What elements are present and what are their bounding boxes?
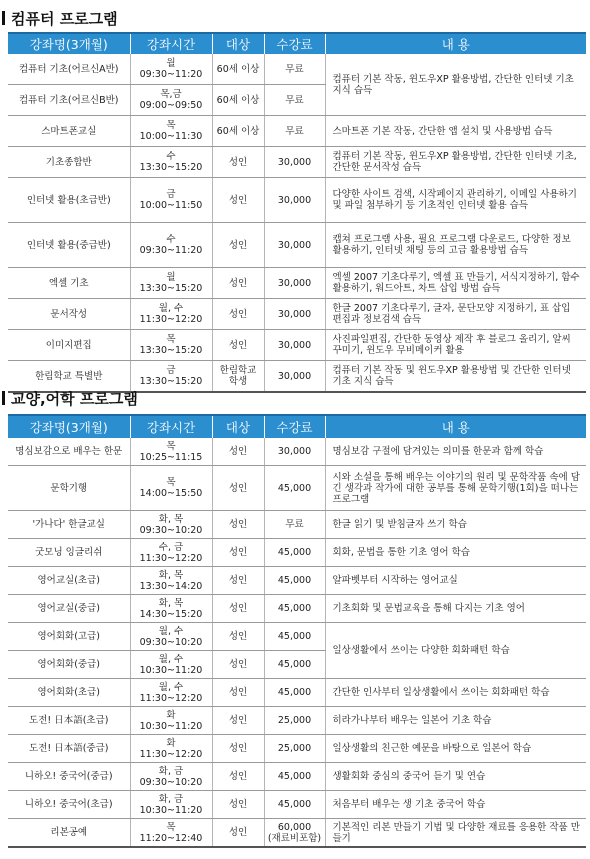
course-name: 니하오! 중국어(중급) [8,763,130,791]
course-content: 캡쳐 프로그램 사용, 필요 프로그램 다운로드, 다양한 정보 활용하기, 인터넷 채팅 등의 고급 활용방법 습득 [325,223,586,268]
course-fee: 30,000 [264,361,325,393]
course-target: 성인 [212,595,264,623]
course-hour: 10:30~11:20 [139,664,203,676]
header-course-name: 강좌명(3개월) [8,415,130,438]
title-bar-marker [2,391,5,405]
course-day: 화 [166,737,176,749]
table-row [8,819,586,848]
course-day: 목 [166,821,176,833]
course-content: 다양한 사이트 검색, 시작페이지 관리하기, 이메일 사용하기 및 파일 첨부하기 등 기초적인 인터넷 활용 습득 [325,178,586,223]
course-target: 성인 [212,511,264,539]
course-content: 회화, 문법을 통한 기초 영어 학습 [325,539,586,567]
course-time [130,466,212,511]
header-course-name: 강좌명(3개월) [8,33,130,54]
course-fee: 45,000 [264,651,325,679]
course-hour: 10:30~11:20 [139,804,203,816]
table-row [8,763,586,791]
course-time [130,116,212,147]
course-hour: 10:00~11:30 [139,131,203,142]
course-time [130,147,212,178]
course-day: 목,금 [160,89,182,100]
table-row [8,330,586,361]
course-time [130,623,212,651]
course-fee: 30,000 [264,268,325,299]
course-fee: 무료 [264,54,325,85]
table-row [8,679,586,707]
course-hour: 14:30~15:20 [139,608,203,620]
table-header-row [8,33,586,54]
course-hour: 10:25~11:15 [139,451,203,463]
table-row [8,223,586,268]
course-fee: 45,000 [264,623,325,651]
course-fee: 45,000 [264,466,325,511]
header-course-time: 강좌시간 [130,33,212,54]
course-content: 엑셀 2007 기초다루기, 엑셀 표 만들기, 서식지정하기, 함수활용하기, 워드아트, 차트 삽입 방법 습득 [325,268,586,299]
course-name: 인터넷 활용(중급반) [8,223,130,268]
course-fee: 45,000 [264,763,325,791]
course-time [130,330,212,361]
course-time [130,819,212,848]
section-title-computer [2,8,118,29]
table-row [8,466,586,511]
course-day: 화, 금 [158,765,184,777]
course-target: 성인 [212,466,264,511]
course-target: 성인 [212,791,264,819]
course-time [130,679,212,707]
course-content: 기초회화 및 문법교육을 통해 다지는 기초 영어 [325,595,586,623]
course-target: 성인 [212,651,264,679]
course-target: 60세 이상 [212,85,264,116]
table-row [8,623,586,651]
course-name: 문서작성 [8,299,130,330]
title-bar-marker [2,11,5,25]
header-target: 대상 [212,415,264,438]
course-name: 인터넷 활용(초급반) [8,178,130,223]
course-hour: 13:30~14:20 [139,580,203,592]
course-time [130,539,212,567]
course-fee: 25,000 [264,735,325,763]
course-hour: 11:30~12:20 [139,314,203,325]
course-name: 영어교실(중급) [8,595,130,623]
course-time [130,361,212,393]
course-target: 성인 [212,539,264,567]
course-hour: 13:30~15:20 [139,345,203,356]
culture-language-program-table [8,414,586,848]
course-content: 스마트폰 기본 작동, 간단한 앱 설치 및 사용방법 습득 [325,116,586,147]
header-fee: 수강료 [264,33,325,54]
table-row [8,707,586,735]
course-content: 컴퓨터 기본 작동, 윈도우XP 활용방법, 간단한 인터넷 기초 지식 습득 [325,54,586,116]
section-title-text: 교양,어학 프로그램 [11,390,138,408]
course-fee: 30,000 [264,299,325,330]
course-name: 한림학교 특별반 [8,361,130,393]
header-fee: 수강료 [264,415,325,438]
table-row [8,735,586,763]
course-target: 성인 [212,679,264,707]
course-content: 일상생활에서 쓰이는 다양한 회화패턴 학습 [325,623,586,679]
course-hour: 09:30~11:20 [139,69,203,80]
course-name: 영어회화(고급) [8,623,130,651]
course-name: '가나다' 한글교실 [8,511,130,539]
course-day: 화, 목 [158,597,184,609]
course-day: 목 [166,440,176,452]
course-fee: 45,000 [264,679,325,707]
course-hour: 13:30~15:20 [139,376,203,387]
course-hour: 13:30~15:20 [139,283,203,294]
course-hour: 09:00~09:50 [139,100,203,111]
course-content: 일상생활의 친근한 예문을 바탕으로 일본어 학습 [325,735,586,763]
table-row [8,178,586,223]
course-time [130,707,212,735]
course-target: 성인 [212,567,264,595]
table-row [8,595,586,623]
course-fee: 45,000 [264,791,325,819]
course-time [130,595,212,623]
course-name: 엑셀 기초 [8,268,130,299]
header-course-time: 강좌시간 [130,415,212,438]
course-name: 영어회화(초급) [8,679,130,707]
course-fee: 무료 [264,116,325,147]
course-content: 컴퓨터 기본 작동 및 윈도우XP 활용방법 및 간단한 인터넷 기초 지식 습득 [325,361,586,393]
course-day: 목 [166,477,176,488]
course-hour: 11:30~12:20 [139,748,203,760]
course-fee: 무료 [264,85,325,116]
course-content: 한글 읽기 및 받침글자 쓰기 학습 [325,511,586,539]
course-time [130,511,212,539]
course-time [130,763,212,791]
course-day: 월 [166,272,176,283]
course-day: 월 [166,58,176,69]
course-target: 성인 [212,178,264,223]
course-day: 화, 목 [158,569,184,581]
course-name: 컴퓨터 기초(어르신B반) [8,85,130,116]
course-fee: 30,000 [264,223,325,268]
course-content: 알파벳부터 시작하는 영어교실 [325,567,586,595]
table-row [8,438,586,466]
course-fee: 25,000 [264,707,325,735]
course-target: 성인 [212,330,264,361]
course-time [130,54,212,85]
course-hour: 11:30~12:20 [139,552,203,564]
fee-amount: 60,000 [277,821,312,833]
course-fee: 30,000 [264,147,325,178]
course-hour: 10:30~11:20 [139,720,203,732]
table-row [8,116,586,147]
header-target: 대상 [212,33,264,54]
course-target: 한림학교 학생 [212,361,264,393]
course-target: 성인 [212,763,264,791]
course-time [130,791,212,819]
course-time [130,268,212,299]
course-content: 사진파일편집, 간단한 동영상 제작 후 블로그 올리기, 알씨 꾸미기, 윈도우 무비메이커 활용 [325,330,586,361]
course-day: 월, 수 [158,625,184,637]
course-time [130,651,212,679]
course-target: 성인 [212,299,264,330]
course-hour: 13:30~15:20 [139,162,203,173]
course-day: 수, 금 [158,541,184,553]
course-name: 니하오! 중국어(초급) [8,791,130,819]
course-name: 영어교실(초급) [8,567,130,595]
header-content: 내 용 [325,33,586,54]
course-time [130,85,212,116]
course-name: 굿모닝 잉글리쉬 [8,539,130,567]
course-day: 목 [166,120,176,131]
computer-program-table [8,32,586,393]
course-fee [264,819,325,848]
course-time [130,735,212,763]
course-day: 월, 수 [158,681,184,693]
course-name: 도전! 日本語(초급) [8,707,130,735]
course-time [130,567,212,595]
table-row [8,511,586,539]
header-content: 내 용 [325,415,586,438]
course-time [130,438,212,466]
course-name: 문학기행 [8,466,130,511]
course-fee: 무료 [264,511,325,539]
course-day: 목 [166,334,176,345]
course-fee: 30,000 [264,178,325,223]
course-day: 수 [166,151,176,162]
course-fee: 45,000 [264,595,325,623]
table-header-row [8,415,586,438]
table-row [8,268,586,299]
course-day: 화, 금 [158,793,184,805]
course-name: 스마트폰교실 [8,116,130,147]
course-day: 월, 수 [158,303,184,314]
section-title-text: 컴퓨터 프로그램 [11,10,118,28]
course-content: 시와 소설을 통해 배우는 이야기의 원리 및 문학작품 속에 담긴 생각과 작가에 대한 공부를 통해 문학기행(1회)을 떠나는 프로그램 [325,466,586,511]
course-target: 성인 [212,623,264,651]
table-row [8,299,586,330]
course-target: 60세 이상 [212,116,264,147]
course-target: 성인 [212,147,264,178]
course-hour: 14:00~15:50 [139,488,203,499]
fee-note: (재료비포함) [267,832,322,844]
course-day: 화 [166,709,176,721]
course-target: 성인 [212,223,264,268]
course-time [130,178,212,223]
course-day: 화, 목 [158,513,184,525]
course-target: 성인 [212,707,264,735]
course-target: 성인 [212,819,264,848]
course-content: 기본적인 리본 만들기 기법 및 다양한 재료를 응용한 작품 만들기 [325,819,586,848]
course-content: 생활회화 중심의 중국어 듣기 및 연습 [325,763,586,791]
course-name: 컴퓨터 기초(어르신A반) [8,54,130,85]
course-hour: 09:30~10:20 [139,636,203,648]
course-content: 명심보감 구절에 담겨있는 의미를 한문과 함께 학습 [325,438,586,466]
course-hour: 11:20~12:40 [139,832,203,844]
course-name: 이미지편집 [8,330,130,361]
course-target: 성인 [212,735,264,763]
course-name: 기초종합반 [8,147,130,178]
course-name: 도전! 日本語(중급) [8,735,130,763]
course-hour: 09:30~10:20 [139,776,203,788]
course-fee: 45,000 [264,567,325,595]
course-fee: 30,000 [264,330,325,361]
table-row [8,54,586,85]
course-name: 리본공예 [8,819,130,848]
course-content: 간단한 인사부터 일상생활에서 쓰이는 회화패턴 학습 [325,679,586,707]
course-target: 60세 이상 [212,54,264,85]
section-title-culture-language [2,388,138,409]
course-target: 성인 [212,268,264,299]
course-content: 처음부터 배우는 생 기초 중국어 학습 [325,791,586,819]
table-row [8,147,586,178]
course-day: 금 [166,189,176,200]
course-content: 한글 2007 기초다루기, 글자, 문단모양 지정하기, 표 삽입 편집과 정보검색 습득 [325,299,586,330]
table-row [8,539,586,567]
course-name: 명심보감으로 배우는 한문 [8,438,130,466]
course-fee: 30,000 [264,438,325,466]
course-time [130,223,212,268]
course-target: 성인 [212,438,264,466]
course-content: 히라가나부터 배우는 일본어 기초 학습 [325,707,586,735]
course-day: 월, 수 [158,653,184,665]
course-content: 컴퓨터 기본 작동, 윈도우XP 활용방법, 간단한 인터넷 기초, 간단한 문서작성 습득 [325,147,586,178]
course-day: 수 [166,234,176,245]
course-fee: 45,000 [264,539,325,567]
course-day: 금 [166,365,176,376]
course-hour: 09:30~11:20 [139,245,203,256]
course-hour: 11:30~12:20 [139,692,203,704]
table-row [8,567,586,595]
course-time [130,299,212,330]
course-hour: 09:30~10:20 [139,524,203,536]
table-row [8,791,586,819]
course-hour: 10:00~11:50 [139,200,203,211]
course-name: 영어회화(중급) [8,651,130,679]
